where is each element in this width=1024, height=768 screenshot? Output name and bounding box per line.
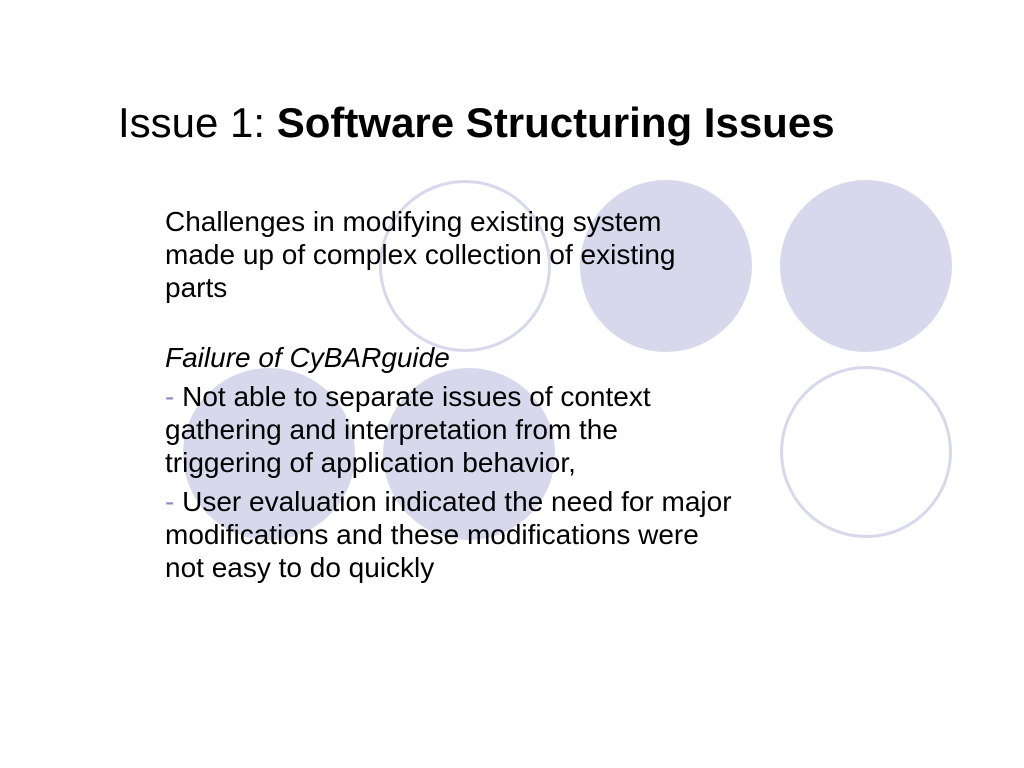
bullet-dash: - (165, 486, 183, 517)
bullet-item (165, 485, 865, 584)
bullet-dash: - (165, 381, 183, 412)
title-prefix: Issue 1: (118, 99, 277, 146)
slide-body (165, 205, 865, 590)
bullet-item (165, 380, 865, 479)
intro-paragraph: Challenges in modifying existing system made up of complex collection of existing parts (165, 206, 676, 303)
bullet-text: Not able to separate issues of context gathering and interpretation from the triggering of application behavior, (165, 381, 651, 478)
subheading: Failure of CyBARguide (165, 342, 450, 373)
bullet-text: User evaluation indicated the need for major modifications and these modifications were not easy to do quickly (165, 486, 732, 583)
slide-title (118, 98, 835, 148)
title-bold: Software Structuring Issues (276, 99, 835, 146)
